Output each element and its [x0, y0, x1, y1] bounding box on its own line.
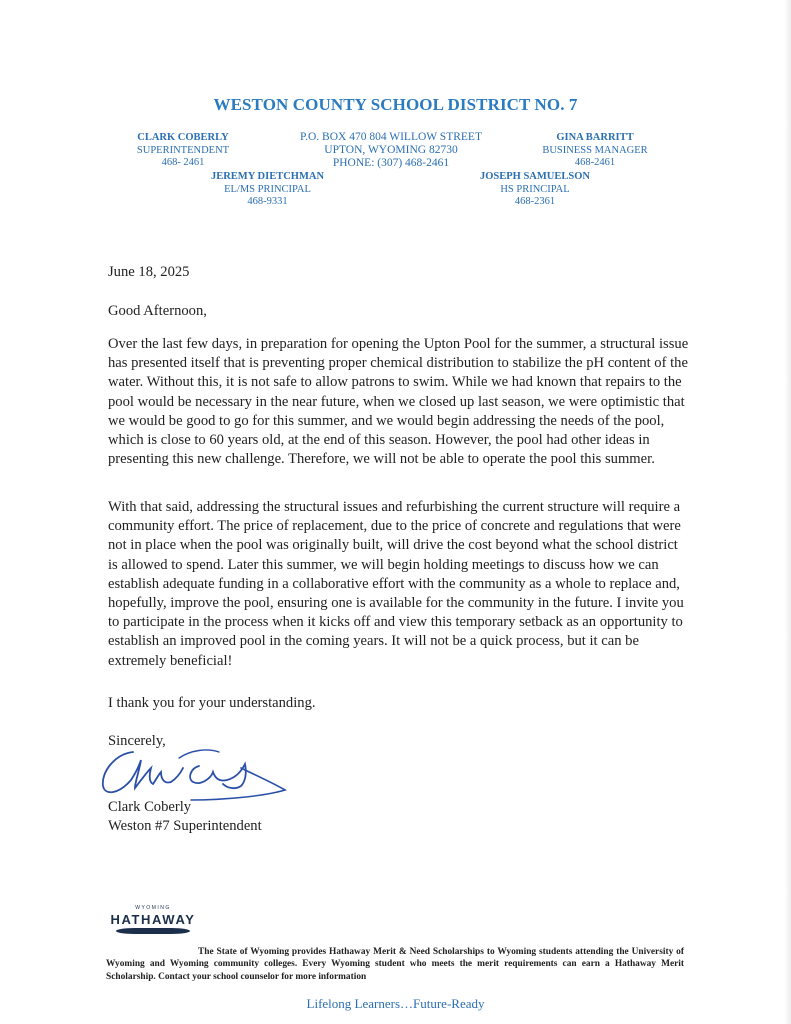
official-elms-principal [200, 171, 335, 209]
scholarship-note: The State of Wyoming provides Hathaway Merit & Need Scholarships to Wyoming students attending the University of Wyoming and Wyoming community colleges. Every Wyoming student who meets the merit requirements can earn a Hathaway Merit Scholarship. Contact your school counselor for more information [106, 947, 684, 982]
address-line: UPTON, WYOMING 82730 [324, 144, 458, 156]
signer-title: Weston #7 Superintendent [108, 818, 262, 834]
official-phone: 468-9331 [247, 196, 288, 207]
official-superintendent [128, 132, 238, 170]
page-edge-shadow [785, 0, 791, 1024]
official-name: JOSEPH SAMUELSON [480, 171, 590, 182]
official-phone: 468- 2461 [161, 157, 205, 168]
official-title: HS PRINCIPAL [500, 183, 570, 195]
hathaway-logo [108, 905, 198, 949]
signer-name: Clark Coberly [108, 799, 192, 815]
logo-top-text: WYOMING [135, 905, 171, 911]
logo-band [116, 928, 190, 934]
official-hs-principal [470, 171, 600, 209]
official-title: SUPERINTENDENT [136, 144, 230, 156]
official-title: EL/MS PRINCIPAL [224, 183, 311, 195]
letter-greeting: Good Afternoon, [108, 303, 207, 319]
logo-name: HATHAWAY [110, 912, 196, 927]
letter-date: June 18, 2025 [108, 264, 190, 280]
letter-paragraph: With that said, addressing the structural issues and refurbishing the current structure will require a community effort. The price of replacement, due to the price of concrete and regulations that were not in place when the pool was originally built, will drive the cost beyond what the school district is allowed to spend. Later this summer, we will begin holding meetings to discuss how we can establish adequate funding in a collaborative effort with the community as a whole to replace and, hopefully, improve the pool, ensuring one is available for the community in the future. I invite you to participate in the process when it kicks off and view this temporary setback as an opportunity to establish an improved pool in the coming years. It will not be a quick process, but it can be extremely beneficial! [108, 499, 684, 669]
district-address [286, 131, 496, 170]
phone-line: PHONE: (307) 468-2461 [332, 157, 450, 169]
official-name: JEREMY DIETCHMAN [210, 171, 325, 182]
letter-thanks: I thank you for your understanding. [108, 695, 316, 711]
letter-closing: Sincerely, [108, 733, 166, 749]
official-name: GINA BARRITT [556, 132, 634, 143]
district-name: WESTON COUNTY SCHOOL DISTRICT NO. 7 [213, 95, 578, 114]
district-slogan: Lifelong Learners…Future-Ready [306, 996, 485, 1011]
official-business-manager [535, 132, 655, 170]
official-name: CLARK COBERLY [137, 132, 229, 143]
letter-paragraph: Over the last few days, in preparation for opening the Upton Pool for the summer, a structural issue has presented itself that is preventing proper chemical distribution to stabilize the pH content of the water. Without this, it is not safe to allow patrons to swim. While we had known that repairs to the pool would be necessary in the near future, when we closed up last season, we were optimistic that we would be good to go for this summer, and we would begin addressing the needs of the pool, which is close to 60 years old, at the end of this season. However, the pool had other ideas in presenting this new challenge. Therefore, we will not be able to operate the pool this summer. [108, 336, 689, 468]
official-phone: 468-2461 [574, 157, 616, 168]
official-title: BUSINESS MANAGER [542, 144, 648, 156]
official-phone: 468-2361 [514, 196, 556, 207]
address-line: P.O. BOX 470 804 WILLOW STREET [300, 131, 482, 143]
